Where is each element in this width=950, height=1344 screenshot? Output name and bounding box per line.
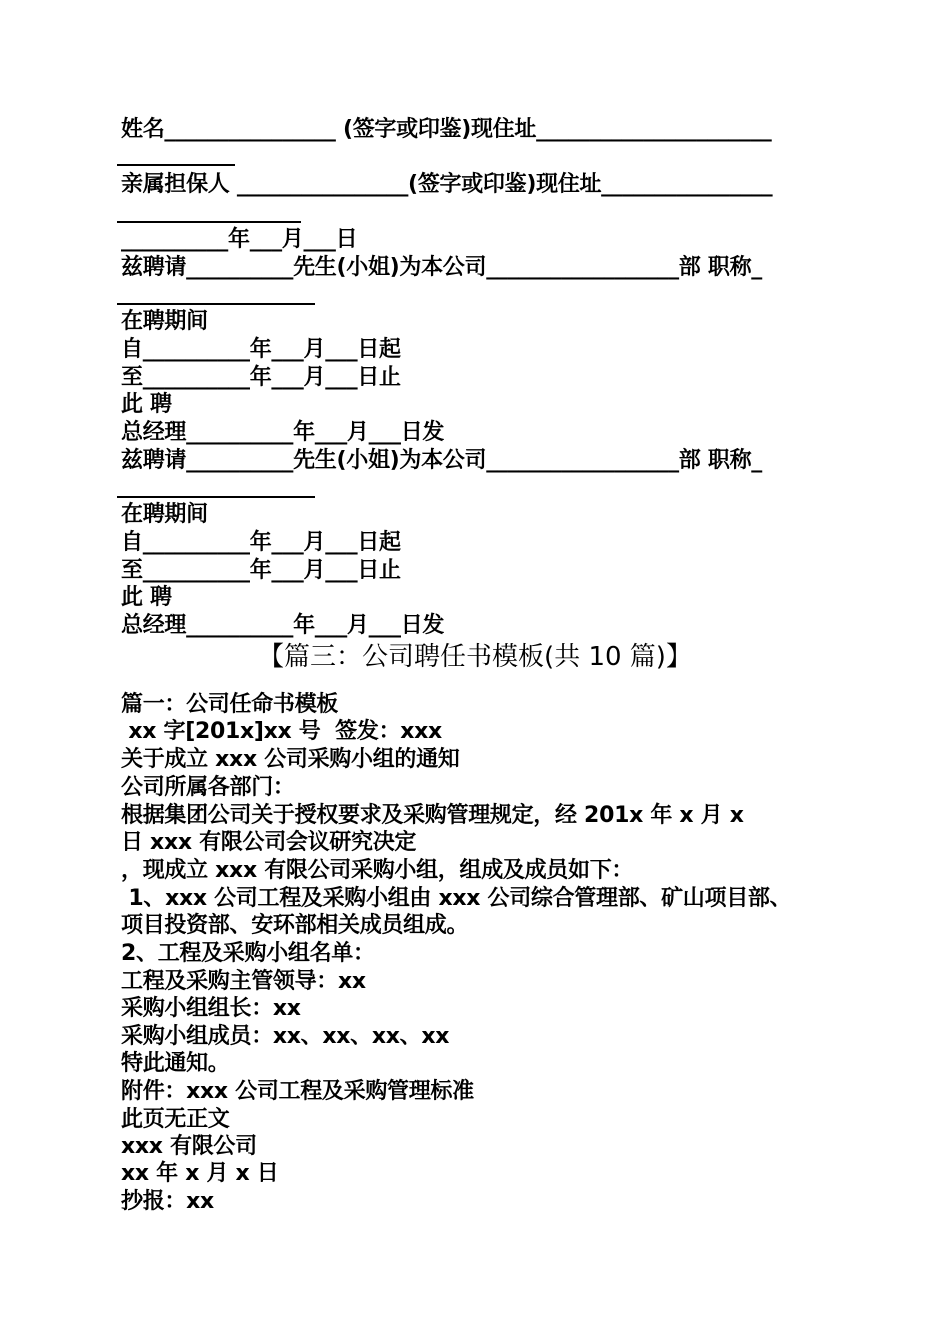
notice-heading: 篇一：公司任命书模板: [121, 692, 339, 717]
title-continuation-line: [117, 496, 315, 498]
title-continuation-line: [117, 303, 315, 305]
attachment-line: 附件：xxx 公司工程及采购管理标准: [121, 1079, 474, 1104]
notice-paragraph: 日 xxx 有限公司会议研究决定: [121, 830, 417, 855]
appointment-line: 兹聘请__________先生(小姐)为本公司__________________部 职称_: [121, 255, 762, 280]
group-members-line: 采购小组成员：xx、xx、xx、xx: [121, 1024, 450, 1049]
term-start-line: 自__________年___月___日起: [121, 337, 401, 362]
hereby-appoint: 此 聘: [121, 392, 172, 417]
guarantor-name-line: 姓名________________ (签字或印鉴)现住址______________________: [121, 117, 772, 142]
term-label: 在聘期间: [121, 309, 208, 334]
group-leader-line: 采购小组组长：xx: [121, 996, 301, 1021]
company-signature: xxx 有限公司: [121, 1134, 257, 1159]
notice-paragraph: ，现成立 xxx 有限公司采购小组，组成及成员如下：: [121, 858, 634, 883]
notice-subject: 关于成立 xxx 公司采购小组的通知: [121, 747, 460, 772]
list-item: 1、xxx 公司工程及采购小组由 xxx 公司综合管理部、矿山项目部、: [121, 886, 792, 911]
relative-guarantor-line: 亲属担保人 ________________(签字或印鉴)现住址________________: [121, 172, 773, 197]
section-title: 【篇三：公司聘任书模板(共 10 篇)】: [258, 642, 692, 672]
term-label: 在聘期间: [121, 502, 208, 527]
cc-line: 抄报：xx: [121, 1189, 214, 1214]
manager-date-line: 总经理__________年___月___日发: [121, 613, 445, 638]
document-number: xx 字[201x]xx 号 签发：xxx: [121, 719, 442, 744]
supervisor-line: 工程及采购主管领导：xx: [121, 969, 366, 994]
address-continuation-line: [117, 221, 301, 223]
term-end-line: 至__________年___月___日止: [121, 365, 401, 390]
form-date-line: __________年___月___日: [121, 227, 358, 252]
term-end-line: 至__________年___月___日止: [121, 558, 401, 583]
term-start-line: 自__________年___月___日起: [121, 530, 401, 555]
hereby-appoint: 此 聘: [121, 585, 172, 610]
list-item: 2、工程及采购小组名单：: [121, 941, 375, 966]
closing-line: 特此通知。: [121, 1051, 230, 1076]
list-item: 项目投资部、安环部相关成员组成。: [121, 913, 469, 938]
address-continuation-line: [117, 164, 235, 166]
manager-date-line: 总经理__________年___月___日发: [121, 420, 445, 445]
blank-page-note: 此页无正文: [121, 1107, 230, 1132]
notice-paragraph: 根据集团公司关于授权要求及采购管理规定，经 201x 年 x 月 x: [121, 803, 744, 828]
notice-addressee: 公司所属各部门：: [121, 775, 295, 800]
appointment-line: 兹聘请__________先生(小姐)为本公司__________________部 职称_: [121, 448, 762, 473]
signature-date: xx 年 x 月 x 日: [121, 1161, 279, 1186]
